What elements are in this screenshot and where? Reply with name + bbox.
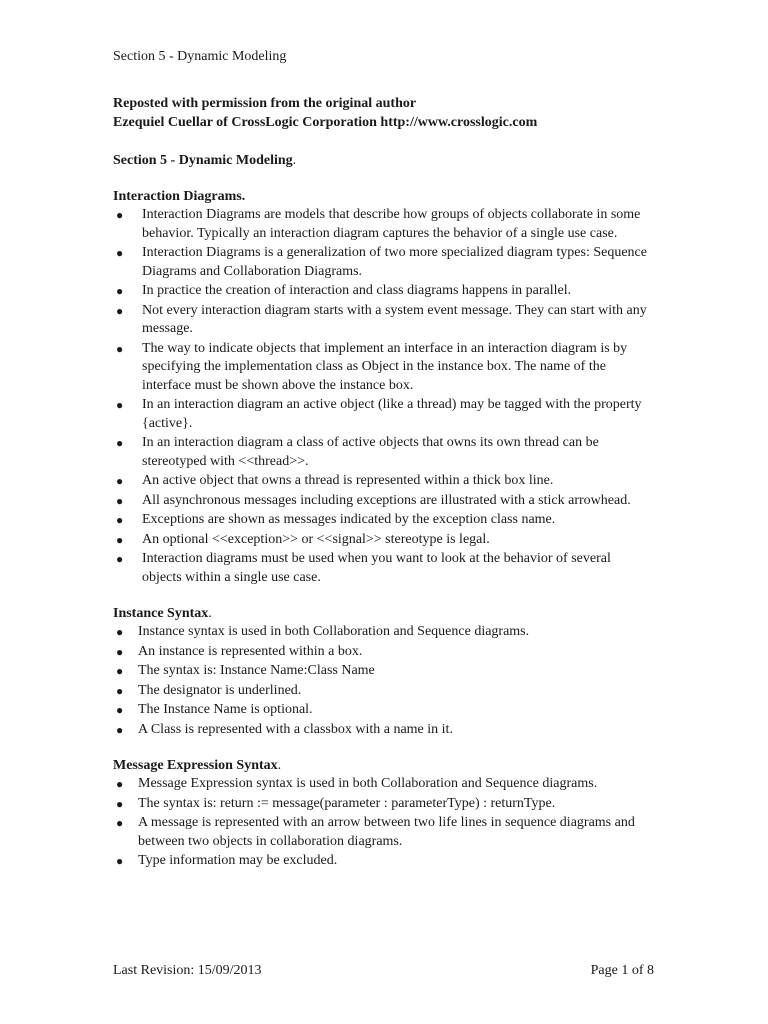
list-item — [113, 492, 653, 511]
list-item — [113, 623, 653, 642]
list-item-text: In an interaction diagram an active object (like a thread) may be tagged with the property {active}. — [142, 397, 642, 431]
list-item-text: The way to indicate objects that implement an interface in an interaction diagram is by specifying the implementation class as Object in the instance box. The name of the interface must be shown above the instance box. — [142, 340, 628, 393]
footer-revision: Last Revision: 15/09/2013 — [113, 963, 262, 978]
list-item-text: The designator is underlined. — [138, 682, 302, 698]
credit-line-2: Ezequiel Cuellar of CrossLogic Corporation http://www.crosslogic.com — [113, 115, 538, 130]
list-item — [113, 511, 653, 530]
list-item — [113, 662, 653, 681]
message-heading-text: Message Expression Syntax — [113, 758, 278, 773]
bullet-icon: ● — [116, 208, 124, 222]
bullet-icon: ● — [116, 703, 124, 717]
bullet-icon: ● — [116, 664, 124, 678]
document-body — [113, 94, 653, 872]
message-list — [113, 775, 653, 871]
bullet-icon: ● — [116, 341, 124, 356]
list-item — [113, 244, 653, 281]
bullet-icon: ● — [116, 854, 124, 868]
list-item — [113, 643, 653, 662]
bullet-icon: ● — [116, 303, 124, 318]
list-item-text: The syntax is: return := message(parameter : parameterType) : returnType. — [138, 795, 556, 811]
list-item — [113, 340, 653, 396]
list-item — [113, 814, 653, 851]
instance-heading-dot: . — [208, 606, 212, 621]
running-header: Section 5 - Dynamic Modeling — [113, 49, 287, 64]
bullet-icon: ● — [116, 625, 124, 639]
section-title — [113, 151, 653, 170]
bullet-icon: ● — [116, 532, 124, 547]
list-item — [113, 472, 653, 491]
bullet-icon: ● — [116, 284, 124, 298]
list-item-text: Type information may be excluded. — [138, 853, 338, 868]
list-item-text: An instance is represented within a box. — [138, 643, 363, 659]
interaction-list — [113, 206, 653, 587]
list-item-text: In practice the creation of interaction and class diagrams happens in parallel. — [142, 283, 572, 298]
list-item — [113, 775, 653, 794]
message-heading — [113, 756, 653, 775]
list-item — [113, 396, 653, 433]
instance-list — [113, 623, 653, 739]
instance-heading-text: Instance Syntax — [113, 606, 209, 621]
section-title-dot: . — [292, 153, 297, 168]
section-title-text: Section 5 - Dynamic Modeling — [113, 153, 293, 168]
list-item-text: Interaction Diagrams is a generalization of two more specialized diagram types: Sequence Diagrams and Collaboration Diagrams. — [142, 245, 647, 279]
interaction-heading: Interaction Diagrams. — [113, 189, 246, 204]
list-item — [113, 206, 653, 243]
bullet-icon: ● — [116, 493, 124, 508]
list-item-text: Exceptions are shown as messages indicated by the exception class name. — [142, 512, 556, 527]
list-item-text: Message Expression syntax is used in both Collaboration and Sequence diagrams. — [138, 776, 598, 791]
list-item-text: Interaction diagrams must be used when you want to look at the behavior of several objects within a single use case. — [142, 551, 611, 585]
bullet-icon: ● — [116, 683, 124, 698]
list-item-text: An active object that owns a thread is represented within a thick box line. — [142, 473, 554, 488]
list-item-text: A message is represented with an arrow between two life lines in sequence diagrams and between two objects in collaboration diagrams. — [138, 815, 635, 849]
bullet-icon: ● — [116, 722, 124, 737]
bullet-icon: ● — [116, 777, 124, 791]
bullet-icon: ● — [116, 436, 124, 450]
list-item — [113, 682, 653, 701]
credit-line-1: Reposted with permission from the original author — [113, 96, 417, 111]
bullet-icon: ● — [116, 398, 124, 412]
list-item — [113, 795, 653, 814]
list-item-text: In an interaction diagram a class of active objects that owns its own thread can be stereotyped with <<thread>>. — [142, 435, 599, 469]
bullet-icon: ● — [116, 796, 124, 811]
bullet-icon: ● — [116, 644, 124, 659]
instance-heading — [113, 604, 653, 623]
bullet-icon: ● — [116, 246, 124, 260]
list-item — [113, 531, 653, 550]
list-item-text: Interaction Diagrams are models that describe how groups of objects collaborate in some behavior. Typically an interaction diagram captures the behavior of a single use case. — [142, 207, 641, 241]
list-item-text: An optional <<exception>> or <<signal>> stereotype is legal. — [142, 531, 490, 547]
list-item — [113, 701, 653, 720]
list-item-text: Not every interaction diagram starts with a system event message. They can start with any message. — [142, 302, 647, 336]
bullet-icon: ● — [116, 552, 124, 566]
bullet-icon: ● — [116, 816, 124, 830]
list-item — [113, 852, 653, 871]
list-item-text: The syntax is: Instance Name:Class Name — [138, 663, 375, 678]
list-item-text: The Instance Name is optional. — [138, 702, 313, 717]
list-item-text: A Class is represented with a classbox with a name in it. — [138, 721, 453, 737]
message-heading-dot: . — [277, 758, 282, 773]
bullet-icon: ● — [116, 513, 124, 527]
list-item — [113, 550, 653, 587]
list-item — [113, 282, 653, 301]
bullet-icon: ● — [116, 474, 124, 488]
list-item-text: Instance syntax is used in both Collaboration and Sequence diagrams. — [138, 624, 530, 639]
list-item — [113, 434, 653, 471]
list-item — [113, 302, 653, 339]
list-item — [113, 721, 653, 740]
list-item-text: All asynchronous messages including exceptions are illustrated with a stick arrowhead. — [142, 492, 631, 508]
footer-page-number: Page 1 of 8 — [590, 963, 654, 978]
